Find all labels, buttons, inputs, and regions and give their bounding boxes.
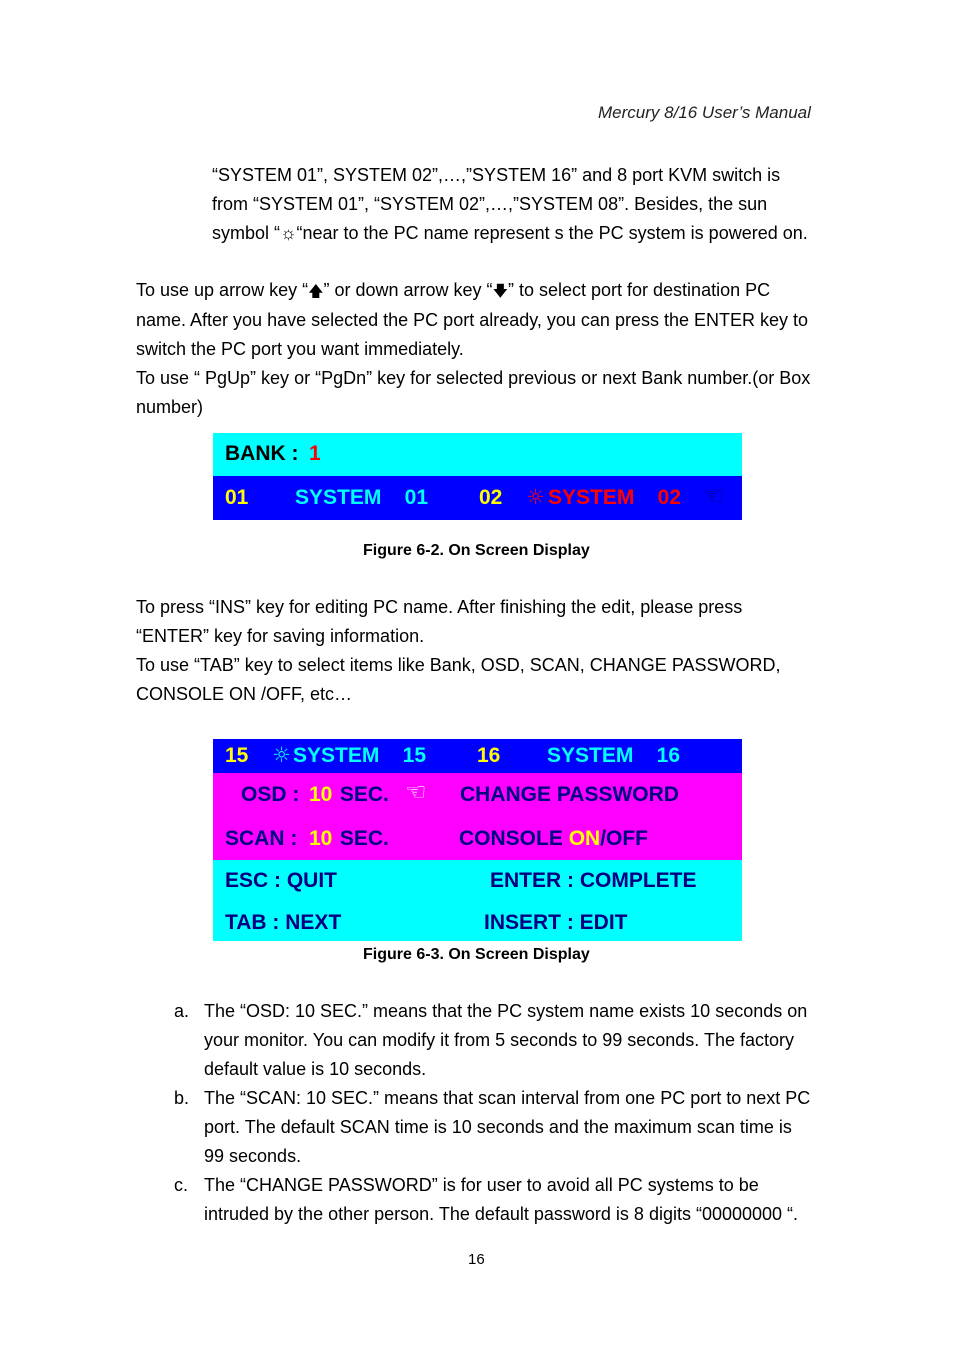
sun-icon: ☼ — [272, 743, 291, 767]
text-line: from “SYSTEM 01”, “SYSTEM 02”,…,”SYSTEM 08”. Besides, the sun — [212, 194, 768, 214]
figure-caption: Figure 6-3. On Screen Display — [363, 946, 590, 963]
port-number: 15 — [225, 744, 249, 767]
port-name-selected: SYSTEM 02 — [548, 486, 682, 509]
osd-port-row — [213, 739, 742, 773]
port-name: SYSTEM 15 — [293, 744, 427, 767]
text-line: number) — [136, 397, 204, 417]
text-line: name. After you have selected the PC port already, you can press the ENTER key to — [136, 310, 809, 330]
osd-port-row — [213, 476, 742, 520]
port-name: SYSTEM 01 — [295, 486, 429, 509]
text-line: To use “TAB” key to select items like Bank, OSD, SCAN, CHANGE PASSWORD, — [136, 655, 781, 675]
text-line: CONSOLE ON /OFF, etc… — [136, 684, 353, 704]
port-name: SYSTEM 16 — [547, 744, 681, 767]
port-number: 16 — [477, 744, 501, 767]
text-line: 99 seconds. — [204, 1146, 302, 1166]
osd-bank-row — [213, 433, 742, 476]
text-line: default value is 10 seconds. — [204, 1059, 427, 1079]
text-line: To use “ PgUp” key or “PgDn” key for selected previous or next Bank number.(or Box — [136, 368, 811, 388]
up-arrow-icon: 🡅 — [308, 282, 324, 300]
text-line: your monitor. You can modify it from 5 seconds to 99 seconds. The factory — [204, 1030, 794, 1050]
port-number: 01 — [225, 486, 249, 509]
down-arrow-icon: 🡇 — [492, 282, 508, 300]
esc-hint: ESC : QUIT — [225, 869, 338, 892]
list-item — [174, 997, 834, 1084]
change-password-item: CHANGE PASSWORD — [460, 783, 679, 806]
bank-label: BANK : — [225, 442, 305, 465]
text-line: switch the PC port you want immediately. — [136, 339, 464, 359]
notes-list — [174, 997, 834, 1237]
text-line: The “CHANGE PASSWORD” is for user to avoid all PC systems to be — [204, 1175, 759, 1195]
page-number: 16 — [468, 1251, 485, 1268]
figure-caption: Figure 6-2. On Screen Display — [363, 542, 590, 559]
tab-hint: TAB : NEXT — [225, 911, 342, 934]
port-number: 02 — [479, 486, 503, 509]
paragraph-arrow-keys — [136, 276, 810, 422]
insert-hint: INSERT : EDIT — [484, 911, 628, 934]
text-line: The “SCAN: 10 SEC.” means that scan interval from one PC port to next PC — [204, 1088, 811, 1108]
osd-settings-panel — [213, 773, 742, 860]
text-line: To press “INS” key for editing PC name. After finishing the edit, please press — [136, 597, 743, 617]
running-header: Mercury 8/16 User’s Manual — [598, 103, 811, 122]
osd-time-unit: SEC. — [334, 783, 389, 806]
sun-icon: ☼ — [526, 485, 545, 509]
osd-help-panel — [213, 860, 742, 941]
osd-time-label: OSD : — [241, 783, 306, 806]
list-item — [174, 1171, 834, 1229]
console-toggle-item: CONSOLE ON/OFF — [459, 827, 649, 850]
console-on-value: ON — [568, 827, 601, 850]
osd-figure-2 — [213, 739, 742, 941]
scan-time-label: SCAN : — [225, 827, 304, 850]
text-line: symbol “☼“near to the PC name represent s the PC system is powered on. — [212, 223, 808, 243]
osd-figure-1 — [213, 433, 742, 520]
text-line: The “OSD: 10 SEC.” means that the PC system name exists 10 seconds on — [204, 1001, 808, 1021]
paragraph-edit-keys — [136, 593, 781, 709]
hand-pointer-icon: ☜ — [405, 778, 427, 806]
list-marker: c. — [174, 1175, 189, 1195]
paragraph-system-names — [212, 161, 808, 248]
bank-value: 1 — [309, 442, 321, 465]
list-item — [174, 1084, 834, 1171]
text-line: intruded by the other person. The default password is 8 digits “00000000 “. — [204, 1204, 799, 1224]
scan-time-value: 10 — [309, 827, 333, 850]
hand-pointer-icon: ☜ — [703, 482, 725, 510]
scan-time-unit: SEC. — [334, 827, 389, 850]
text-line: To use up arrow key “🡅” or down arrow key “🡇” to select port for destination PC — [136, 280, 771, 300]
list-marker: a. — [174, 1001, 190, 1021]
text-line: “ENTER” key for saving information. — [136, 626, 425, 646]
text-line: port. The default SCAN time is 10 seconds and the maximum scan time is — [204, 1117, 792, 1137]
list-marker: b. — [174, 1088, 190, 1108]
enter-hint: ENTER : COMPLETE — [490, 869, 697, 892]
text-line: “SYSTEM 01”, SYSTEM 02”,…,”SYSTEM 16” and 8 port KVM switch is — [212, 165, 781, 185]
osd-time-value: 10 — [309, 783, 333, 806]
